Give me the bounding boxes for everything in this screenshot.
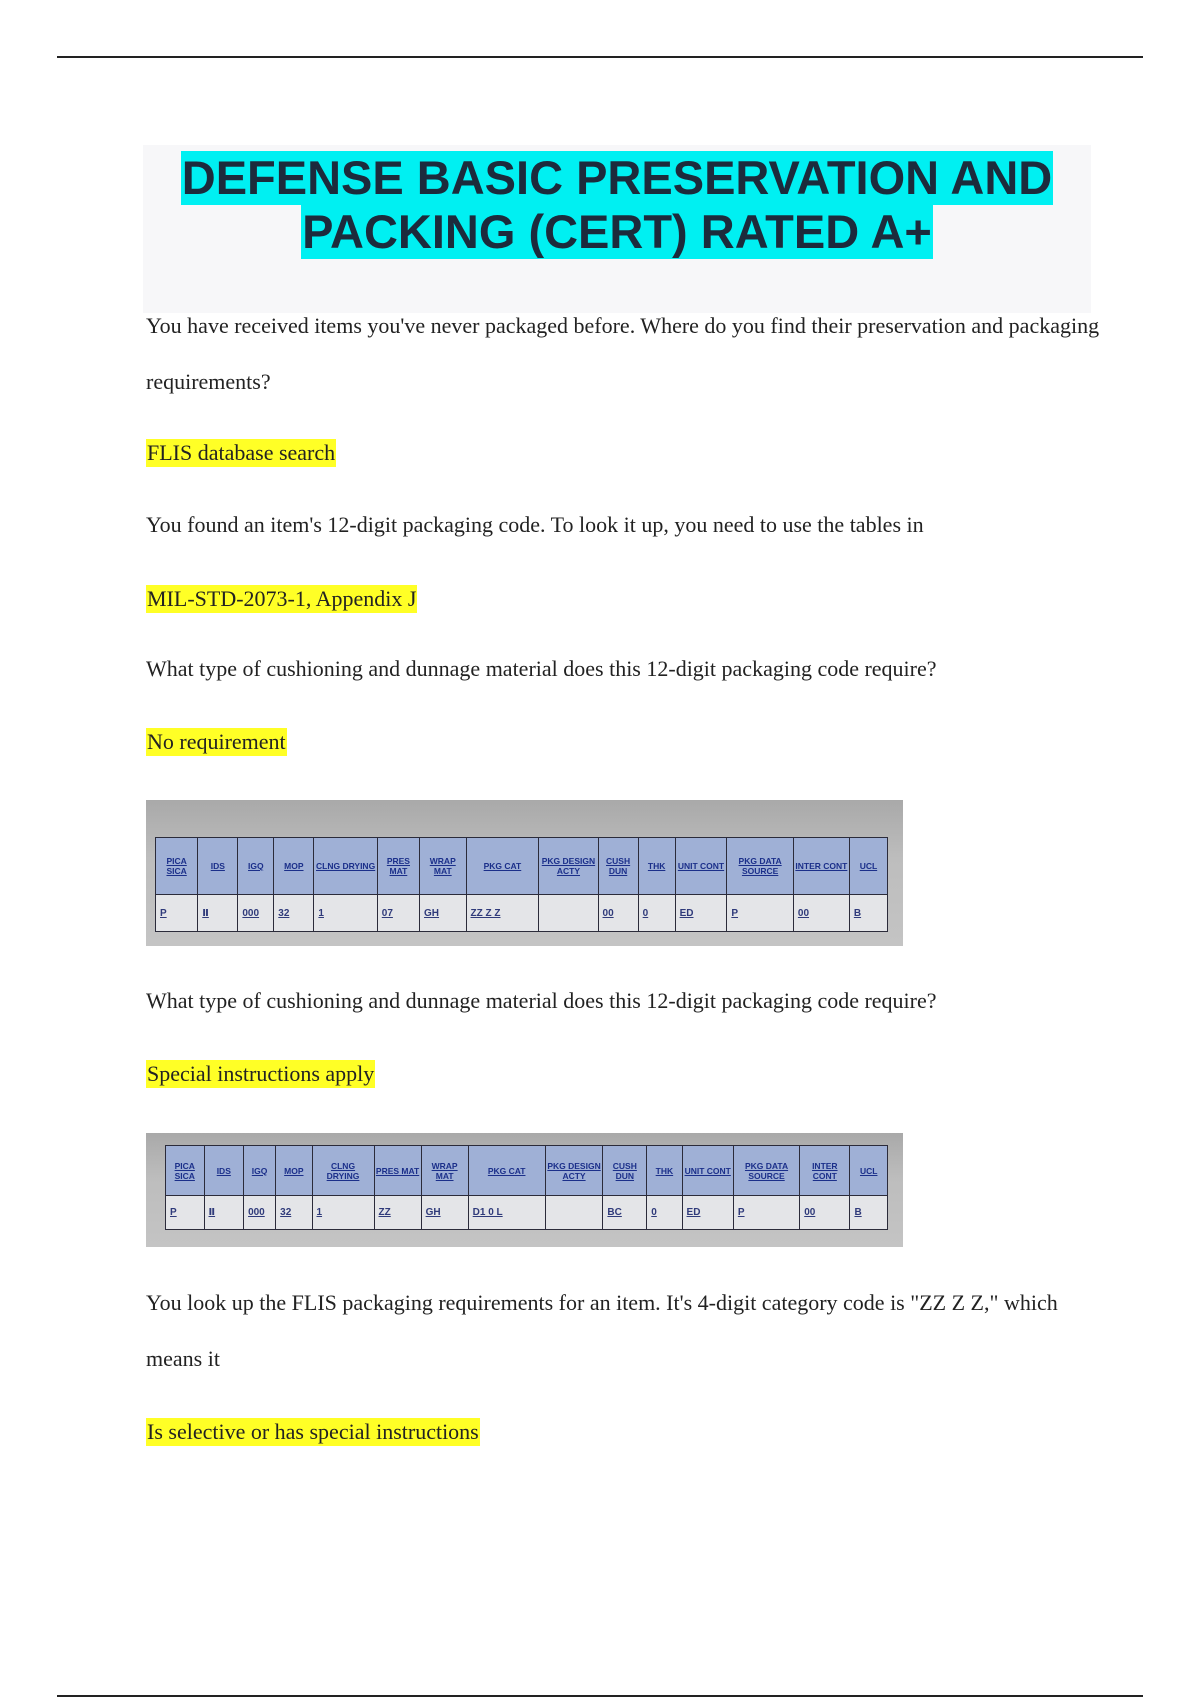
header-cell: INTER CONT bbox=[800, 1146, 850, 1196]
value-cell: 00 bbox=[598, 895, 638, 932]
footer-rule bbox=[57, 1695, 1143, 1697]
header-cell: PKG DESIGN ACTY bbox=[545, 1146, 603, 1196]
value-cell: P bbox=[156, 895, 198, 932]
header-cell: CUSH DUN bbox=[603, 1146, 647, 1196]
table-row bbox=[156, 895, 888, 932]
header-cell: PRES MAT bbox=[377, 838, 419, 895]
header-cell: THK bbox=[638, 838, 675, 895]
value-cell: 07 bbox=[377, 895, 419, 932]
header-cell: UNIT CONT bbox=[675, 838, 727, 895]
header-cell: PKG CAT bbox=[468, 1146, 545, 1196]
value-cell: GH bbox=[421, 1196, 468, 1230]
header-cell: UCL bbox=[850, 1146, 888, 1196]
table-row bbox=[166, 1196, 888, 1230]
packaging-code-table-2 bbox=[165, 1145, 888, 1230]
question-2: You found an item's 12-digit packaging code. To look it up, you need to use the tables in bbox=[146, 512, 924, 537]
answer-2: MIL-STD-2073-1, Appendix J bbox=[147, 586, 417, 611]
header-cell: WRAP MAT bbox=[421, 1146, 468, 1196]
header-cell: IDS bbox=[204, 1146, 244, 1196]
header-cell: PICA SICA bbox=[156, 838, 198, 895]
title-block bbox=[143, 145, 1091, 313]
value-cell: P bbox=[166, 1196, 205, 1230]
header-cell: PKG DESIGN ACTY bbox=[539, 838, 598, 895]
value-cell bbox=[545, 1196, 603, 1230]
value-cell: 000 bbox=[244, 1196, 276, 1230]
value-cell: B bbox=[849, 895, 887, 932]
value-cell: 00 bbox=[793, 895, 849, 932]
header-cell: PRES MAT bbox=[374, 1146, 421, 1196]
value-cell: Ⅱ bbox=[204, 1196, 244, 1230]
question-3: What type of cushioning and dunnage material does this 12-digit packaging code require? bbox=[146, 656, 937, 681]
header-cell: IGQ bbox=[244, 1146, 276, 1196]
header-rule bbox=[57, 56, 1143, 58]
value-cell: 1 bbox=[314, 895, 377, 932]
packaging-code-table-1 bbox=[155, 837, 888, 932]
header-cell: PKG CAT bbox=[466, 838, 539, 895]
header-cell: INTER CONT bbox=[793, 838, 849, 895]
value-cell: ED bbox=[682, 1196, 733, 1230]
value-cell: GH bbox=[420, 895, 466, 932]
question-1: You have received items you've never packaged before. Where do you find their preservation and packaging requirements? bbox=[146, 313, 1100, 394]
value-cell: 00 bbox=[800, 1196, 850, 1230]
value-cell: P bbox=[727, 895, 794, 932]
header-cell: CLNG DRYING bbox=[314, 838, 377, 895]
header-cell: CUSH DUN bbox=[598, 838, 638, 895]
document-title-line-2: PACKING (CERT) RATED A+ bbox=[302, 205, 932, 258]
document-title-line-1: DEFENSE BASIC PRESERVATION AND bbox=[181, 151, 1053, 204]
question-4: What type of cushioning and dunnage material does this 12-digit packaging code require? bbox=[146, 988, 937, 1013]
table-header-row bbox=[166, 1146, 888, 1196]
header-cell: MOP bbox=[276, 1146, 312, 1196]
header-cell: IGQ bbox=[238, 838, 274, 895]
value-cell: 000 bbox=[238, 895, 274, 932]
value-cell: 0 bbox=[647, 1196, 682, 1230]
value-cell: ZZ bbox=[374, 1196, 421, 1230]
value-cell: 32 bbox=[274, 895, 314, 932]
header-cell: CLNG DRYING bbox=[312, 1146, 374, 1196]
answer-3: No requirement bbox=[147, 729, 286, 754]
value-cell: B bbox=[850, 1196, 888, 1230]
table-header-row bbox=[156, 838, 888, 895]
answer-5: Is selective or has special instructions bbox=[147, 1419, 479, 1444]
value-cell: 32 bbox=[276, 1196, 312, 1230]
value-cell bbox=[539, 895, 598, 932]
value-cell: D1 0 L bbox=[468, 1196, 545, 1230]
header-cell: MOP bbox=[274, 838, 314, 895]
value-cell: ED bbox=[675, 895, 727, 932]
answer-4: Special instructions apply bbox=[147, 1061, 375, 1086]
header-cell: PICA SICA bbox=[166, 1146, 205, 1196]
answer-1: FLIS database search bbox=[147, 440, 336, 465]
packaging-code-image-2 bbox=[146, 1133, 903, 1247]
value-cell: BC bbox=[603, 1196, 647, 1230]
value-cell: P bbox=[733, 1196, 799, 1230]
value-cell: ZZ Z Z bbox=[466, 895, 539, 932]
header-cell: PKG DATA SOURCE bbox=[727, 838, 794, 895]
value-cell: Ⅱ bbox=[198, 895, 238, 932]
header-cell: THK bbox=[647, 1146, 682, 1196]
question-5: You look up the FLIS packaging requirements for an item. It's 4-digit category code is "ZZ Z Z," which means it bbox=[146, 1290, 1058, 1371]
header-cell: PKG DATA SOURCE bbox=[733, 1146, 799, 1196]
header-cell: UCL bbox=[849, 838, 887, 895]
value-cell: 0 bbox=[638, 895, 675, 932]
value-cell: 1 bbox=[312, 1196, 374, 1230]
packaging-code-image-1 bbox=[146, 800, 903, 946]
header-cell: WRAP MAT bbox=[420, 838, 466, 895]
header-cell: UNIT CONT bbox=[682, 1146, 733, 1196]
header-cell: IDS bbox=[198, 838, 238, 895]
